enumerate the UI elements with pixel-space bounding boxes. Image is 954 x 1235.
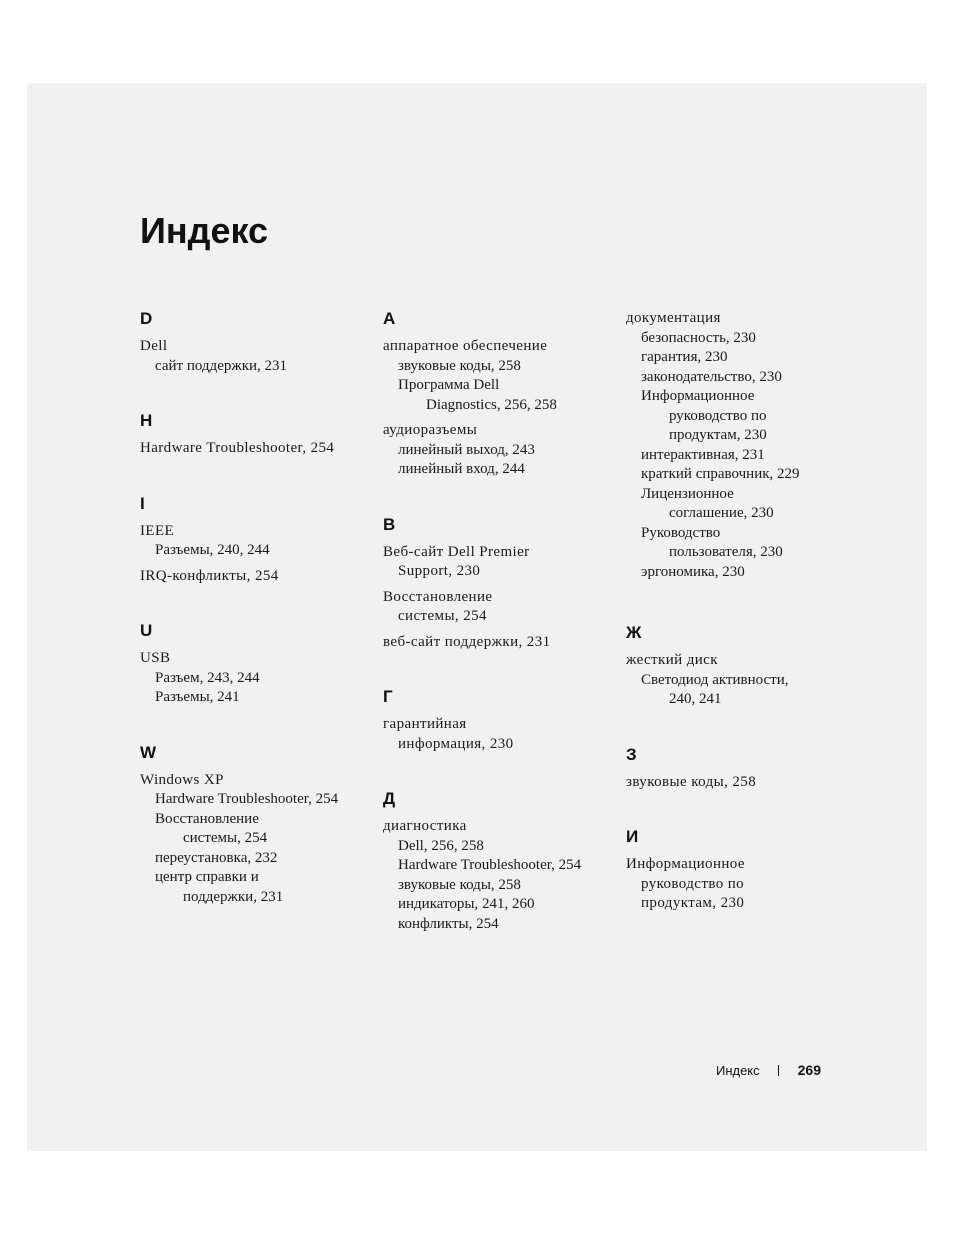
entry-term: документация <box>626 310 721 326</box>
subentry <box>626 446 826 466</box>
subentry-term: эргономика, 230 <box>641 563 745 580</box>
index-entry <box>383 715 608 754</box>
index-section <box>626 745 826 793</box>
entry-term: Dell <box>140 338 168 354</box>
index-section <box>383 687 608 754</box>
subentry-term: Светодиод активности, <box>641 671 789 688</box>
index-entry <box>383 817 608 934</box>
subentry <box>383 460 608 480</box>
section-letter: W <box>140 742 157 762</box>
index-entry <box>383 337 608 415</box>
index-entry <box>626 309 826 582</box>
subentry <box>626 465 826 485</box>
section-letter: H <box>140 411 153 430</box>
entry-term-continuation: Support, 230 <box>398 563 481 579</box>
subentry <box>140 790 365 810</box>
subentry <box>140 357 365 377</box>
subentry-term: интерактивная, 231 <box>641 446 765 463</box>
entry-term-continuation: информация, 230 <box>398 735 514 752</box>
subentry-term: линейный вход, 244 <box>398 461 525 477</box>
entry-term-continuation: системы, 254 <box>398 608 487 624</box>
subentry-term: Информационное <box>641 388 755 404</box>
index-section <box>626 309 826 582</box>
entry-term-continuation: руководство по <box>641 875 745 892</box>
subentry-term: Разъемы, 241 <box>155 689 240 705</box>
index-entry <box>626 855 826 914</box>
subentry <box>626 563 826 583</box>
subentry-term: гарантия, 230 <box>641 349 728 365</box>
section-letter: Д <box>383 789 396 808</box>
subentry-continuation: поддержки, 231 <box>183 888 284 905</box>
subentry <box>626 348 826 368</box>
section-letter: А <box>383 309 396 328</box>
subentry-term: Руководство <box>641 524 721 541</box>
subentry-term: Лицензионное <box>641 485 734 502</box>
subentry-continuation: соглашение, 230 <box>669 505 774 521</box>
entry-term: аудиоразъемы <box>383 422 478 438</box>
index-column-1 <box>140 309 365 942</box>
subentry <box>383 357 608 377</box>
subentry-term: Dell, 256, 258 <box>398 837 484 854</box>
subentry <box>383 837 608 857</box>
index-entry <box>140 522 365 561</box>
footer-divider <box>778 1065 779 1076</box>
subentry <box>383 915 608 935</box>
index-section <box>383 309 608 480</box>
section-letter: I <box>140 493 145 513</box>
subentry <box>383 441 608 461</box>
index-section <box>140 494 365 587</box>
entry-term: диагностика <box>383 818 467 834</box>
subentry <box>626 329 826 349</box>
subentry <box>140 849 365 869</box>
entry-term: Hardware Troubleshooter, 254 <box>140 440 335 456</box>
index-section <box>626 827 826 914</box>
section-letter: D <box>140 309 153 328</box>
index-entry <box>626 651 826 710</box>
subentry-term: законодательство, 230 <box>641 368 782 385</box>
subentry-term: центр справки и <box>155 869 259 885</box>
subentry <box>140 868 365 907</box>
subentry-continuation: руководство по <box>669 407 767 424</box>
subentry-term: Hardware Troubleshooter, 254 <box>155 791 339 807</box>
index-entry <box>140 567 365 587</box>
index-section <box>140 309 365 376</box>
subentry <box>140 688 365 708</box>
entry-term: USB <box>140 650 171 666</box>
subentry <box>626 387 826 446</box>
entry-term: IRQ-конфликты, 254 <box>140 567 279 584</box>
subentry <box>383 876 608 896</box>
subentry-term: сайт поддержки, 231 <box>155 357 288 374</box>
entry-term: жесткий диск <box>626 652 718 668</box>
index-entry <box>383 633 608 653</box>
page-number: 269 <box>797 1062 821 1078</box>
entry-term: гарантийная <box>383 716 467 732</box>
index-entry <box>140 439 365 459</box>
subentry-term: Восстановление <box>155 810 259 827</box>
section-letter: Ж <box>626 623 642 642</box>
subentry-term: переустановка, 232 <box>155 849 278 866</box>
index-section <box>140 621 365 708</box>
subentry-term: безопасность, 230 <box>641 329 756 346</box>
subentry <box>140 810 365 849</box>
index-section <box>383 789 608 934</box>
section-letter: U <box>140 621 153 640</box>
subentry-term: звуковые коды, 258 <box>398 357 521 374</box>
index-entry <box>383 421 608 480</box>
index-column-3 <box>626 309 826 949</box>
subentry-continuation: 240, 241 <box>669 691 722 707</box>
subentry-term: индикаторы, 241, 260 <box>398 896 535 912</box>
page-title: Индекс <box>140 210 269 251</box>
subentry-continuation: продуктам, 230 <box>669 427 767 443</box>
subentry <box>383 856 608 876</box>
index-entry <box>383 588 608 627</box>
index-section <box>383 515 608 653</box>
entry-term: Веб-сайт Dell Premier <box>383 543 530 560</box>
index-entry <box>140 649 365 708</box>
section-letter: И <box>626 827 639 846</box>
entry-term: Windows XP <box>140 771 224 788</box>
entry-term: аппаратное обеспечение <box>383 338 548 354</box>
subentry <box>140 541 365 561</box>
subentry <box>140 669 365 689</box>
subentry-term: Разъем, 243, 244 <box>155 669 260 686</box>
subentry <box>626 485 826 524</box>
entry-term: IEEE <box>140 522 175 539</box>
index-column-2 <box>383 309 608 969</box>
index-entry <box>626 773 826 793</box>
section-letter: В <box>383 514 396 534</box>
subentry <box>383 376 608 415</box>
index-entry <box>140 771 365 908</box>
index-entry <box>140 337 365 376</box>
footer-section-label: Индекс <box>715 1062 760 1078</box>
subentry-continuation: системы, 254 <box>183 830 268 846</box>
subentry-term: Разъемы, 240, 244 <box>155 542 270 558</box>
section-letter: Г <box>383 687 393 706</box>
subentry-term: линейный выход, 243 <box>398 441 535 458</box>
subentry-term: Hardware Troubleshooter, 254 <box>398 857 582 873</box>
index-section <box>140 411 365 459</box>
entry-term: Восстановление <box>383 588 493 605</box>
subentry-continuation: пользователя, 230 <box>669 544 783 560</box>
subentry-term: звуковые коды, 258 <box>398 876 521 893</box>
page-footer <box>716 1062 821 1078</box>
entry-term: звуковые коды, 258 <box>626 773 757 790</box>
entry-term-continuation: продуктам, 230 <box>641 895 745 911</box>
subentry-continuation: Diagnostics, 256, 258 <box>426 396 557 413</box>
index-section <box>626 623 826 710</box>
index-page <box>27 83 927 1151</box>
subentry <box>626 368 826 388</box>
subentry <box>626 671 826 710</box>
subentry-term: краткий справочник, 229 <box>641 466 800 482</box>
index-entry <box>383 543 608 582</box>
entry-term: веб-сайт поддержки, 231 <box>383 633 551 650</box>
entry-term: Информационное <box>626 856 745 872</box>
subentry-term: конфликты, 254 <box>398 915 499 932</box>
index-section <box>140 743 365 908</box>
subentry-term: Программа Dell <box>398 377 500 393</box>
subentry <box>383 895 608 915</box>
subentry <box>626 524 826 563</box>
section-letter: З <box>626 744 637 764</box>
